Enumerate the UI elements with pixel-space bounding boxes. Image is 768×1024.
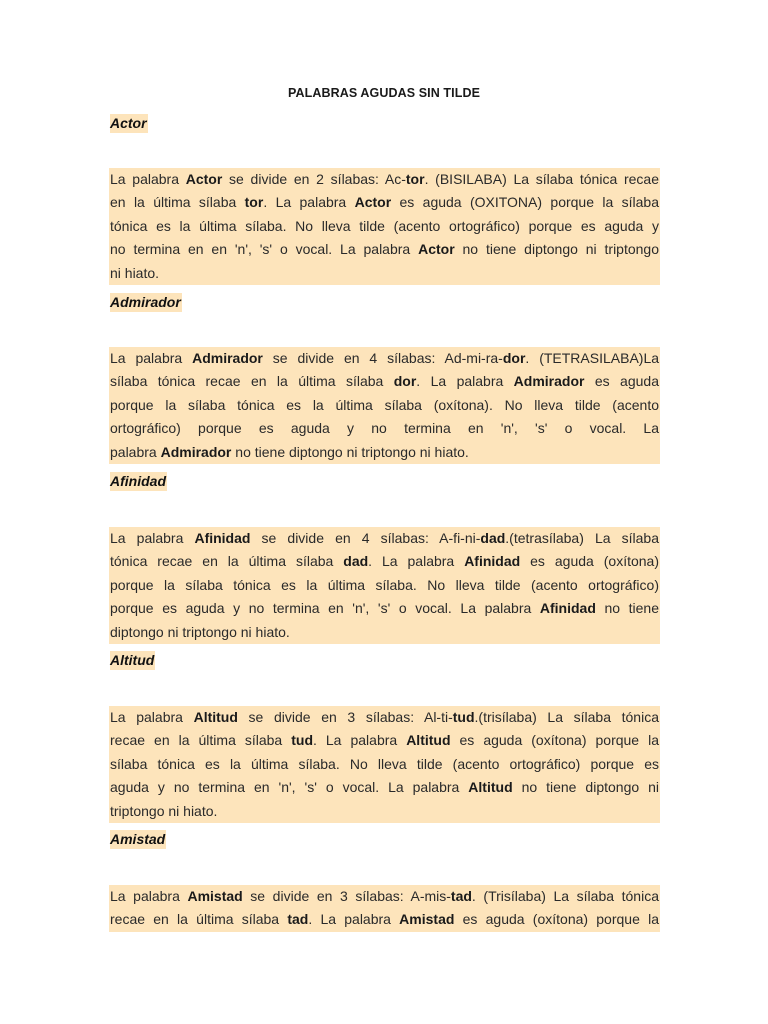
- text-run: . (Trisílaba) La sílaba tónica: [471, 888, 659, 904]
- text-run: es aguda (oxítona): [520, 553, 660, 570]
- text-run: no tiene diptongo ni: [512, 779, 659, 796]
- bold-text: Afinidad: [464, 553, 521, 570]
- text-run: La palabra: [110, 530, 195, 546]
- paragraph-line: [110, 706, 659, 729]
- bold-text: Amistad: [399, 911, 455, 928]
- text-run: recae en la última sílaba: [110, 732, 292, 749]
- paragraph-line: [110, 417, 659, 440]
- paragraph-line: [110, 441, 659, 464]
- bold-text: tad: [450, 888, 472, 904]
- text-run: diptongo ni triptongo ni hiato.: [110, 623, 290, 640]
- bold-text: Actor: [185, 171, 223, 187]
- paragraph-line: [110, 776, 659, 799]
- text-run: La palabra: [110, 888, 188, 904]
- text-run: tónica es la última sílaba. No lleva tilde (acento ortográfico) porque es aguda y: [110, 217, 659, 234]
- word-heading-admirador: Admirador: [110, 294, 181, 310]
- paragraph-line: [110, 527, 659, 550]
- bold-text: tor: [244, 194, 264, 211]
- text-run: es aguda: [584, 373, 659, 390]
- paragraph-line: [110, 238, 659, 261]
- text-run: palabra: [110, 443, 161, 460]
- text-run: . La palabra: [313, 732, 407, 749]
- paragraph-afinidad: [109, 527, 660, 644]
- paragraph-line: [110, 753, 659, 776]
- paragraph-line: [110, 621, 659, 644]
- paragraph-altitud: [109, 706, 660, 823]
- text-run: ni hiato.: [110, 264, 160, 281]
- bold-text: dad: [343, 553, 369, 570]
- bold-text: Actor: [418, 241, 455, 258]
- paragraph-line: [110, 908, 659, 931]
- word-heading-altitud: Altitud: [110, 652, 155, 668]
- bold-text: tud: [291, 732, 313, 749]
- text-run: La palabra: [110, 709, 194, 725]
- paragraph-line: [110, 800, 659, 823]
- paragraph-line: [110, 729, 659, 752]
- bold-text: Afinidad: [194, 530, 251, 546]
- bold-text: Admirador: [160, 443, 232, 460]
- text-run: triptongo ni hiato.: [110, 802, 218, 819]
- word-heading-amistad: Amistad: [110, 831, 166, 847]
- text-run: ortográfico) porque es aguda y no termina en 'n', 's' o vocal. La: [110, 420, 659, 437]
- paragraph-actor: [109, 168, 660, 285]
- text-run: no tiene: [595, 600, 659, 617]
- text-run: . (TETRASILABA)La: [525, 350, 660, 366]
- text-run: La palabra: [110, 350, 193, 366]
- text-run: es aguda (oxítona) porque la: [454, 911, 659, 928]
- text-run: recae en la última sílaba: [110, 911, 288, 928]
- bold-text: dor: [502, 350, 526, 366]
- paragraph-line: [110, 191, 659, 214]
- text-run: . La palabra: [263, 194, 355, 211]
- bold-text: Admirador: [192, 350, 263, 366]
- text-run: es aguda (oxítona) porque la: [450, 732, 660, 749]
- paragraph-amistad: [109, 885, 660, 932]
- text-run: .(tetrasílaba) La sílaba: [505, 530, 659, 546]
- bold-text: Altitud: [406, 732, 451, 749]
- bold-text: Actor: [354, 194, 392, 211]
- text-run: porque es aguda y no termina en 'n', 's' o vocal. La palabra: [110, 600, 540, 617]
- bold-text: Altitud: [468, 779, 513, 796]
- text-run: no termina en en 'n', 's' o vocal. La palabra: [110, 241, 419, 258]
- text-run: . La palabra: [416, 373, 514, 390]
- page-title: PALABRAS AGUDAS SIN TILDE: [287, 86, 481, 100]
- text-run: se divide en 3 sílabas: Al-ti-: [237, 709, 453, 725]
- text-run: . La palabra: [368, 553, 465, 570]
- paragraph-line: [110, 262, 659, 285]
- bold-text: tud: [452, 709, 475, 725]
- text-run: sílaba tónica es la última sílaba. No lleva tilde (acento ortográfico) porque es: [110, 755, 659, 772]
- bold-text: tad: [287, 911, 309, 928]
- bold-text: dad: [480, 530, 506, 546]
- text-run: se divide en 4 sílabas: Ad-mi-ra-: [262, 350, 503, 366]
- text-run: se divide en 4 sílabas: A-fi-ni-: [250, 530, 481, 546]
- paragraph-line: [110, 394, 659, 417]
- word-heading-afinidad: Afinidad: [110, 473, 166, 489]
- text-run: La palabra: [110, 171, 186, 187]
- paragraph-line: [110, 347, 659, 370]
- text-run: no tiene diptongo ni triptongo ni hiato.: [231, 443, 469, 460]
- bold-text: Altitud: [193, 709, 238, 725]
- paragraph-line: [110, 574, 659, 597]
- paragraph-admirador: [109, 347, 660, 464]
- bold-text: Amistad: [187, 888, 243, 904]
- text-run: . (BISILABA) La sílaba tónica recae: [424, 171, 659, 187]
- text-run: se divide en 2 sílabas: Ac-: [222, 171, 406, 187]
- bold-text: tor: [405, 171, 425, 187]
- text-run: no tiene diptongo ni triptongo: [454, 241, 660, 258]
- text-run: sílaba tónica recae en la última sílaba: [110, 373, 394, 390]
- text-run: . La palabra: [308, 911, 400, 928]
- paragraph-line: [110, 370, 659, 393]
- text-run: tónica recae en la última sílaba: [110, 553, 344, 570]
- text-run: porque la sílaba tónica es la última sílaba. No lleva tilde (acento ortográfico): [110, 576, 659, 593]
- paragraph-line: [110, 550, 659, 573]
- paragraph-line: [110, 168, 659, 191]
- paragraph-line: [110, 215, 659, 238]
- text-run: en la última sílaba: [110, 194, 245, 211]
- text-run: .(trisílaba) La sílaba tónica: [474, 709, 659, 725]
- bold-text: Afinidad: [539, 600, 596, 617]
- paragraph-line: [110, 597, 659, 620]
- text-run: porque la sílaba tónica es la última sílaba (oxítona). No lleva tilde (acento: [110, 396, 659, 413]
- text-run: se divide en 3 sílabas: A-mis-: [242, 888, 451, 904]
- word-heading-actor: Actor: [110, 115, 147, 131]
- paragraph-line: [110, 885, 659, 908]
- bold-text: Admirador: [513, 373, 585, 390]
- text-run: aguda y no termina en 'n', 's' o vocal. La palabra: [110, 779, 469, 796]
- text-run: es aguda (OXITONA) porque la sílaba: [391, 194, 659, 211]
- bold-text: dor: [393, 373, 417, 390]
